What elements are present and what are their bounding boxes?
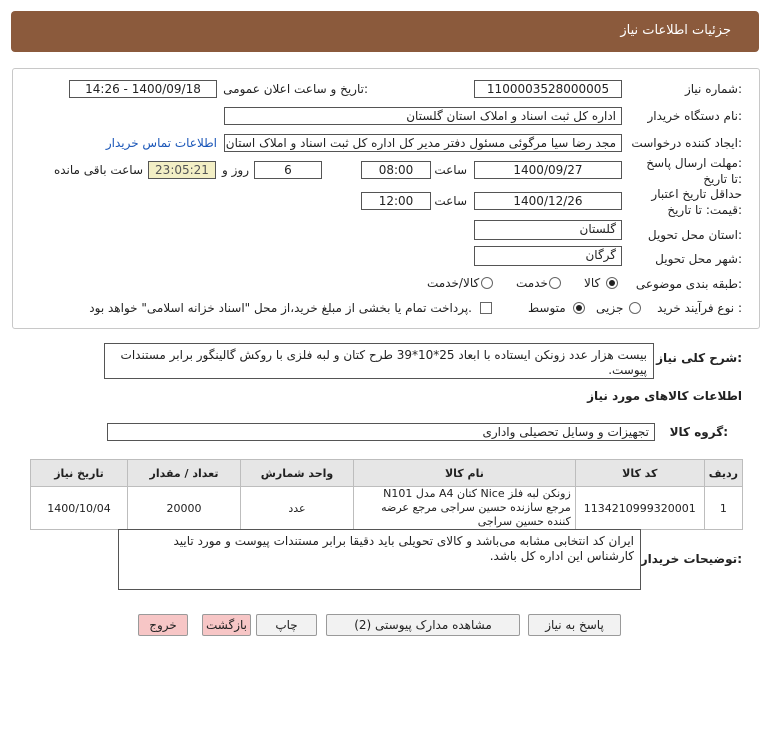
treasury-payment-checkbox[interactable] — [480, 302, 492, 314]
goods-table — [30, 459, 743, 530]
view-documents-button[interactable]: مشاهده مدارک پیوستی (2) — [326, 614, 520, 636]
province-label: استان محل تحویل: — [647, 228, 742, 242]
general-desc-label: شرح کلی نیاز: — [656, 351, 742, 365]
goods-group-field[interactable]: تجهیزات و وسایل تحصیلی واداری — [107, 423, 655, 441]
col-qty: تعداد / مقدار — [128, 460, 241, 487]
page-header — [11, 11, 759, 52]
requester-label: ایجاد کننده درخواست: — [631, 136, 742, 150]
process-minor-radio[interactable] — [629, 302, 641, 314]
goods-table-header — [31, 460, 743, 487]
treasury-payment-note: پرداخت تمام یا بخشی از مبلغ خرید،از محل "اسناد خزانه اسلامی" خواهد بود. — [89, 301, 472, 315]
row-unit: عدد — [241, 487, 354, 530]
table-row[interactable] — [31, 487, 743, 530]
deadline-label-1: مهلت ارسال پاسخ: — [646, 156, 742, 170]
goods-info-title: اطلاعات کالاهای مورد نیاز — [587, 389, 742, 403]
remaining-time-label: ساعت باقی مانده — [53, 163, 143, 177]
need-number-field[interactable]: 1100003528000005 — [474, 80, 622, 98]
col-unit: واحد شمارش — [241, 460, 354, 487]
province-field[interactable]: گلستان — [474, 220, 622, 240]
requester-field[interactable]: مجد رضا سیا مرگوئی مسئول دفتر مدیر کل اداره کل ثبت اسناد و املاک استان — [224, 134, 622, 152]
category-service-radio[interactable] — [549, 277, 561, 289]
deadline-date-field[interactable]: 1400/09/27 — [474, 161, 622, 179]
process-minor-label: جزیی — [596, 301, 624, 315]
print-button[interactable]: چاپ — [256, 614, 317, 636]
row-code: 1134210999320001 — [575, 487, 704, 530]
general-desc-box: بیست هزار عدد زونکن ایستاده با ابعاد 25*10*39 طرح کتان و لبه فلزی با روکش گالینگور برابر مستندات پیوست. — [104, 343, 654, 379]
announce-date-label: تاریخ و ساعت اعلان عمومی: — [223, 82, 368, 96]
process-medium-label: متوسط — [528, 301, 566, 315]
row-date: 1400/10/04 — [31, 487, 128, 530]
days-field[interactable]: 6 — [254, 161, 322, 179]
goods-group-label: گروه کالا: — [669, 425, 728, 439]
category-label: طبقه بندی موضوعی: — [635, 277, 742, 291]
col-date: تاریخ نیاز — [31, 460, 128, 487]
buyer-contact-link[interactable]: اطلاعات تماس خریدار — [105, 136, 217, 150]
validity-label-2: قیمت: تا تاریخ: — [667, 203, 742, 217]
deadline-time-label: ساعت — [434, 163, 467, 177]
city-label: شهر محل تحویل: — [655, 252, 742, 266]
deadline-time-field[interactable]: 08:00 — [361, 161, 431, 179]
days-label: روز و — [222, 163, 249, 177]
buyer-org-label: نام دستگاه خریدار: — [647, 109, 742, 123]
category-goods-radio[interactable] — [606, 277, 618, 289]
category-goods-label: کالا — [584, 276, 601, 290]
need-number-label: شماره نیاز: — [684, 82, 742, 96]
buyer-notes-label: توضیحات خریدار: — [640, 552, 742, 566]
row-name: زونکن لبه فلز Nice کتان A4 مدل N101 مرجع سازنده حسین سراجی مرجع عرضه کننده حسین سراجی — [354, 487, 576, 530]
process-medium-radio[interactable] — [573, 302, 585, 314]
row-qty: 20000 — [128, 487, 241, 530]
back-button[interactable]: بازگشت — [202, 614, 251, 636]
exit-button[interactable]: خروج — [138, 614, 188, 636]
col-row: ردیف — [704, 460, 742, 487]
validity-time-label: ساعت — [434, 194, 467, 208]
buyer-notes-box: ایران کد انتخابی مشابه می‌باشد و کالای تحویلی باید دقیقا برابر مستندات پیوست و مورد تایید کارشناس این اداره کل باشد. — [118, 529, 641, 590]
validity-time-field[interactable]: 12:00 — [361, 192, 431, 210]
announce-date-field[interactable]: 1400/09/18 - 14:26 — [69, 80, 217, 98]
category-service-label: خدمت — [516, 276, 548, 290]
category-goods-service-label: کالا/خدمت — [427, 276, 480, 290]
category-goods-service-radio[interactable] — [481, 277, 493, 289]
validity-date-field[interactable]: 1400/12/26 — [474, 192, 622, 210]
col-code: کد کالا — [575, 460, 704, 487]
city-field[interactable]: گرگان — [474, 246, 622, 266]
process-type-label: نوع فرآیند خرید : — [657, 301, 742, 315]
validity-label-1: حداقل تاریخ اعتبار — [651, 187, 742, 201]
buyer-org-field[interactable]: اداره کل ثبت اسناد و املاک استان گلستان — [224, 107, 622, 125]
remaining-time-field: 23:05:21 — [148, 161, 216, 179]
col-name: نام کالا — [354, 460, 576, 487]
row-number: 1 — [704, 487, 742, 530]
reply-button[interactable]: پاسخ به نیاز — [528, 614, 621, 636]
deadline-label-2: تا تاریخ: — [703, 172, 742, 186]
page-title: جزئیات اطلاعات نیاز — [620, 23, 731, 38]
